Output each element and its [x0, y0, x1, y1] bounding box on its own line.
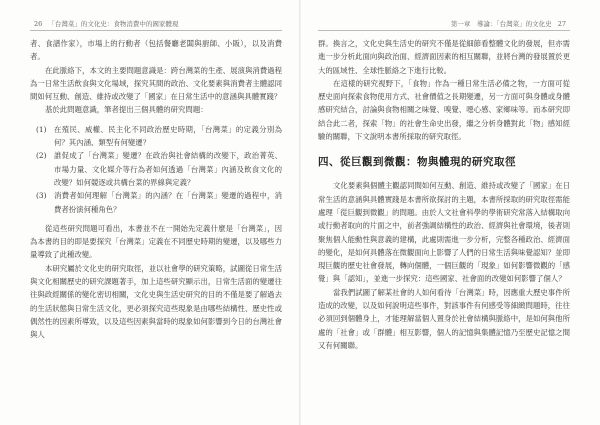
research-questions-list [36, 123, 282, 216]
chapter-title: 第一章 導論：「台灣菜」的文化史 [450, 20, 552, 28]
left-paragraph: 從這些研究問題可看出，本書並不在一開始先定義什麼是「台灣菜」，因為本書的目的即是要探究「台灣菜」定義在不同歷史時期的變遷，以及哪些力量導致了此種改變。 [30, 223, 282, 260]
left-paragraph: 者、食譜作家），市場上的行動者（包括餐廳老闆與廚師、小販），以及消費者。 [30, 39, 282, 62]
question-text: 誰促成了「台灣菜」變遷？在政治與社會結構的改變下，政治菁英、市場力量、文化媒介等行為者如何透過「台灣菜」內涵及飲食文化的改變？如何競逐或共構台菜的界線與定義？ [54, 151, 282, 187]
right-paragraph: 當我們試圖了解某社會的人如何看待「台灣菜」時，因應重大歷史事件所造成的改變，以及如何說明這些事件，對該事件有何感受等細緻問題時，往往必須回到個體身上，才能理解當個人置身於社會結構與脈絡中，是如何與他所處的「社會」或「群體」相互影響，個人的記憶與集體記憶乃至歷史記憶之間又有何關聯。 [318, 287, 570, 350]
left-paragraph: 本研究屬於文化史的研究取徑，並以社會學的研究策略，試圖從日常生活與文化相關歷史的研究課題著手，加上這些研究顯示出，日常生活面的變遷往往與政經關係的變化密切相關，文化史與生活史研究的目的不僅是要了解過去的生活狀態與日常生活文化，更必須探究這些現象是由哪些結構性、歷史性或偶然性的因素所導致，以及這些因素與當時的現象如何影響到今日的台灣社會與人 [30, 263, 282, 340]
question-number: (1) [36, 124, 47, 134]
question-number: (3) [36, 191, 47, 201]
right-running-head [318, 18, 570, 31]
left-running-head [30, 18, 282, 31]
right-page [300, 0, 600, 425]
research-question [36, 149, 282, 189]
book-title: 「台灣菜」的文化史：食物消費中的國家體現 [48, 20, 179, 28]
right-paragraph: 群。換言之，文化史與生活史的研究不僅是從細節看整體文化的發展，但亦需進一步分析此面向與政治面、經濟面因素的相互關聯，並將台灣的發展置於更大的區域性、全球性脈絡之下進行比較。 [318, 39, 570, 75]
question-text: 在殖民、威權、民主化不同政治歷史時期，「台灣菜」的定義分別為何？其內涵、類型有何變遷？ [54, 124, 282, 148]
left-paragraph: 基於此問題意識，筆者提出三個具體的研究問題： [45, 105, 208, 115]
right-paragraph: 文化要素與個體主觀認同間如何互動、創造、維持或改變了「國家」在日常生活的意涵與具體實踐是本書所欲探討的主題，本書所採取的研究取徑需能處理「從巨觀到微觀」的問題。由於人文社會科學的學術研究常落入結構取向或行動者取向的片面之中，前者強調結構性的政治、經濟與社會環境，後者則聚焦個人能動性與意義的建構，此處則需進一步分析，完整各種政治、經濟面的變化，是如何具體落在微觀面向上影響了人們的日常生活與味覺認知？並即現巨觀的歷史社會發展，轉向個體，一個巨觀的「現象」如何影響微觀的「感覺」與「認知」，並進一步探究：這些國家、社會面的改變如何影響了個人？ [318, 181, 570, 284]
right-paragraph: 在這樣的研究視野下，「食物」作為一種日常生活必備之物，一方面可從歷史面向探索食物使用方式、社會價值之長期變遷，另一方面可與身體或身體感研究結合，討論與食物相關之味覺、嗅覺、噁心感、家鄉味等。而本研究即結合此二者，探索「物」的社會生命史出發，繼之分析身體對此「物」感知經驗的關聯，下文說明本書所採取的研究取徑。 [318, 78, 570, 142]
right-page-number: 27 [557, 20, 566, 28]
section-heading: 四、從巨觀到微觀：物與體現的研究取徑 [318, 156, 516, 169]
research-question [36, 189, 282, 216]
left-paragraph: 在此脈絡下，本文的主要問題意識是：跨台灣菜的生產、展演與消費過程為一日常生活飲食與文化場域，探究其間的政治、文化要素與消費者主體認同間如何互動、創造、維持或改變了「國家」在日常生活中的意涵與具體實踐？ [30, 65, 282, 102]
question-text: 消費者如何理解「台灣菜」的內涵？在「台灣菜」變遷的過程中，消費者扮演何種角色？ [54, 191, 282, 214]
left-page-number: 26 [34, 20, 43, 28]
research-question [36, 123, 282, 150]
question-number: (2) [36, 151, 47, 161]
